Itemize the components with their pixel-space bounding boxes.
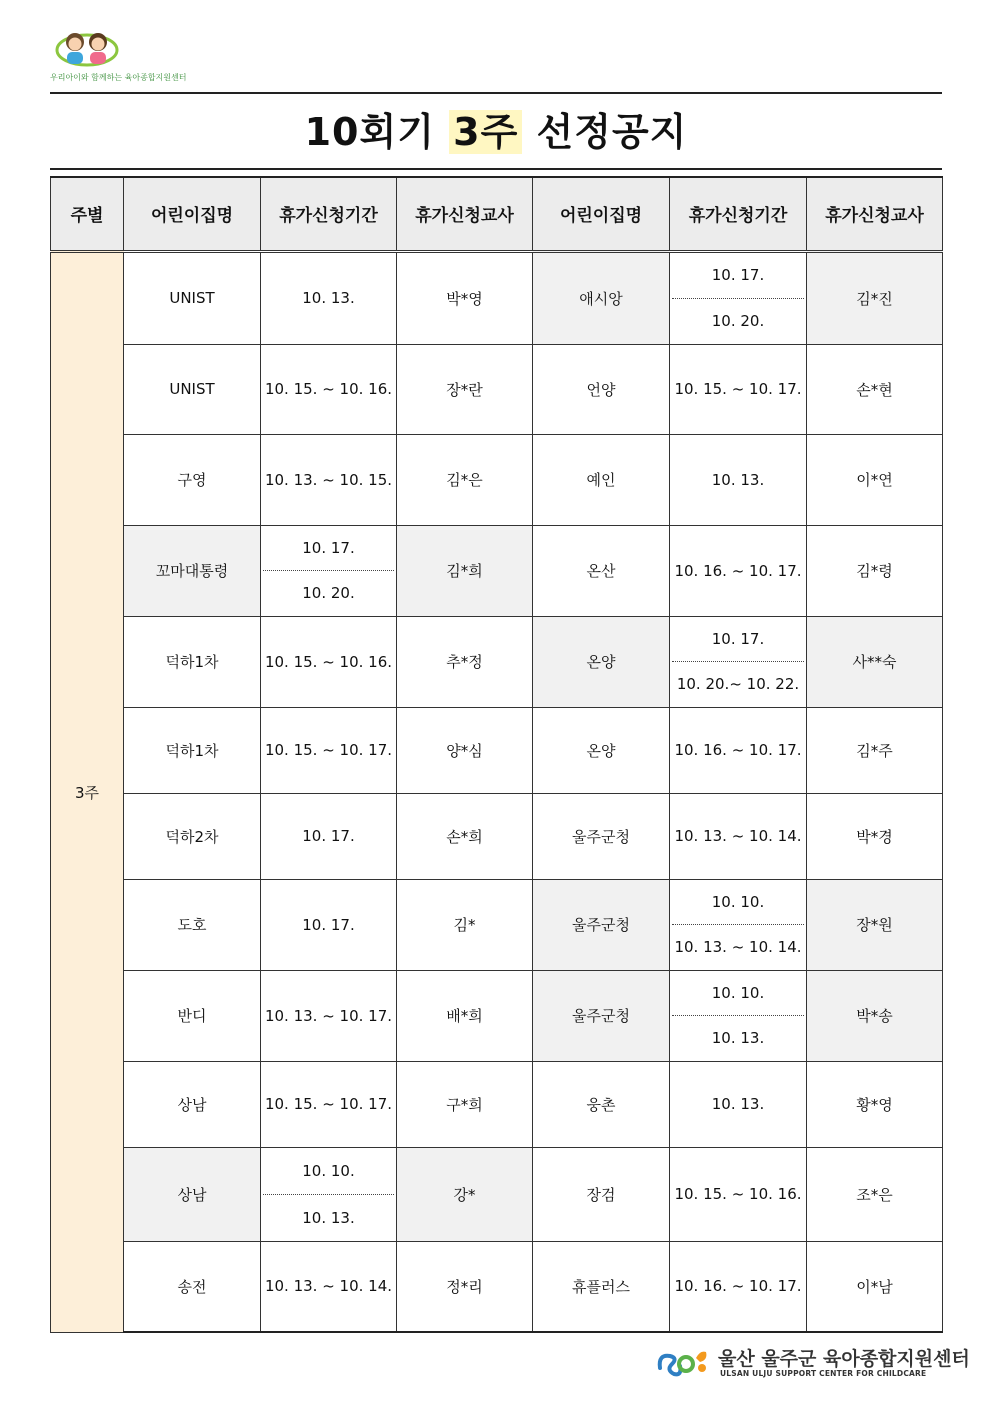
center-logo bbox=[50, 26, 187, 90]
table-row bbox=[51, 707, 943, 793]
daycare-name-right: 울주군청 bbox=[533, 793, 670, 879]
leave-period-left: 10. 15. ~ 10. 17. bbox=[261, 1061, 397, 1147]
leave-period-right: 10. 13. ~ 10. 14. bbox=[670, 793, 807, 879]
daycare-name-right: 장검 bbox=[533, 1147, 670, 1241]
teacher-name-left: 양*심 bbox=[397, 707, 533, 793]
table-row bbox=[51, 1061, 943, 1147]
center-symbol-icon bbox=[656, 1344, 710, 1378]
title-rule bbox=[50, 168, 942, 170]
daycare-name-right: 예인 bbox=[533, 434, 670, 525]
daycare-name-left: 덕하2차 bbox=[124, 793, 261, 879]
leave-period-left: 10. 13. ~ 10. 15. bbox=[261, 434, 397, 525]
footer-org-name-en: ULSAN ULJU SUPPORT CENTER FOR CHILDCARE bbox=[720, 1369, 927, 1378]
leave-period-line: 10. 20.~ 10. 22. bbox=[676, 675, 800, 693]
leave-period-line: 10. 17. bbox=[672, 253, 804, 299]
daycare-name-right: 울주군청 bbox=[533, 879, 670, 970]
teacher-name-right: 조*은 bbox=[807, 1147, 943, 1241]
teacher-name-right: 김*령 bbox=[807, 525, 943, 616]
teacher-name-left: 강* bbox=[397, 1147, 533, 1241]
teacher-name-left: 손*희 bbox=[397, 793, 533, 879]
teacher-name-left: 김*은 bbox=[397, 434, 533, 525]
leave-period-line: 10. 10. bbox=[263, 1148, 394, 1195]
table-row bbox=[51, 344, 943, 434]
leave-period-left: 10. 15. ~ 10. 17. bbox=[261, 707, 397, 793]
teacher-name-left: 추*정 bbox=[397, 616, 533, 707]
leave-period-right bbox=[670, 251, 807, 344]
teacher-name-right: 장*원 bbox=[807, 879, 943, 970]
header-teacher-left: 휴가신청교사 bbox=[397, 177, 533, 251]
leave-period-line: 10. 20. bbox=[711, 312, 765, 330]
leave-period-right: 10. 13. bbox=[670, 434, 807, 525]
leave-period-line: 10. 13. bbox=[711, 1029, 765, 1047]
daycare-name-right: 휴플러스 bbox=[533, 1241, 670, 1332]
table-row bbox=[51, 1147, 943, 1241]
daycare-name-left: 덕하1차 bbox=[124, 616, 261, 707]
daycare-name-right: 온양 bbox=[533, 616, 670, 707]
table-row bbox=[51, 1241, 943, 1332]
daycare-name-left: 송전 bbox=[124, 1241, 261, 1332]
leave-period-right: 10. 16. ~ 10. 17. bbox=[670, 1241, 807, 1332]
leave-period-left: 10. 17. bbox=[261, 879, 397, 970]
daycare-name-right: 온산 bbox=[533, 525, 670, 616]
leave-period-line: 10. 20. bbox=[302, 584, 355, 602]
leave-period-left: 10. 13. bbox=[261, 251, 397, 344]
daycare-name-right: 웅촌 bbox=[533, 1061, 670, 1147]
teacher-name-left: 정*리 bbox=[397, 1241, 533, 1332]
header-daycare-right: 어린이집명 bbox=[533, 177, 670, 251]
teacher-name-right: 이*연 bbox=[807, 434, 943, 525]
table-row bbox=[51, 970, 943, 1061]
page-title bbox=[50, 104, 942, 160]
leave-period-right bbox=[670, 616, 807, 707]
daycare-name-left: 꼬마대통령 bbox=[124, 525, 261, 616]
header-week: 주별 bbox=[51, 177, 124, 251]
teacher-name-right: 박*송 bbox=[807, 970, 943, 1061]
week-cell: 3주 bbox=[51, 251, 124, 1332]
teacher-name-right: 김*진 bbox=[807, 251, 943, 344]
daycare-name-left: 반디 bbox=[124, 970, 261, 1061]
header-period-left: 휴가신청기간 bbox=[261, 177, 397, 251]
leave-period-left: 10. 15. ~ 10. 16. bbox=[261, 344, 397, 434]
teacher-name-right: 이*남 bbox=[807, 1241, 943, 1332]
table-header-row bbox=[51, 177, 943, 251]
leave-period-left: 10. 15. ~ 10. 16. bbox=[261, 616, 397, 707]
leave-period-line: 10. 17. bbox=[672, 617, 804, 662]
leave-period-line: 10. 13. ~ 10. 14. bbox=[674, 938, 802, 956]
table-row bbox=[51, 793, 943, 879]
teacher-name-left: 박*영 bbox=[397, 251, 533, 344]
leave-period-right: 10. 16. ~ 10. 17. bbox=[670, 707, 807, 793]
teacher-name-left: 김*희 bbox=[397, 525, 533, 616]
logo-slogan: 우리아이와 함께하는 육아종합지원센터 bbox=[50, 73, 187, 82]
leave-period-left bbox=[261, 1147, 397, 1241]
footer-logo bbox=[656, 1342, 970, 1382]
table-row bbox=[51, 251, 943, 344]
leave-period-left: 10. 13. ~ 10. 14. bbox=[261, 1241, 397, 1332]
daycare-name-left: 상남 bbox=[124, 1061, 261, 1147]
leave-period-right: 10. 16. ~ 10. 17. bbox=[670, 525, 807, 616]
daycare-name-right: 울주군청 bbox=[533, 970, 670, 1061]
daycare-name-left: 덕하1차 bbox=[124, 707, 261, 793]
leave-period-line: 10. 10. bbox=[672, 880, 804, 925]
header-daycare-left: 어린이집명 bbox=[124, 177, 261, 251]
leave-period-right: 10. 15. ~ 10. 16. bbox=[670, 1147, 807, 1241]
header-teacher-right: 휴가신청교사 bbox=[807, 177, 943, 251]
leave-period-line: 10. 10. bbox=[672, 971, 804, 1016]
leave-period-right: 10. 15. ~ 10. 17. bbox=[670, 344, 807, 434]
leave-period-left: 10. 17. bbox=[261, 793, 397, 879]
leave-period-right bbox=[670, 879, 807, 970]
teacher-name-left: 장*란 bbox=[397, 344, 533, 434]
teacher-name-right: 사**숙 bbox=[807, 616, 943, 707]
header-period-right: 휴가신청기간 bbox=[670, 177, 807, 251]
table-row bbox=[51, 434, 943, 525]
daycare-name-left: UNIST bbox=[124, 251, 261, 344]
teacher-name-left: 김* bbox=[397, 879, 533, 970]
top-rule bbox=[50, 92, 942, 94]
daycare-name-left: 구영 bbox=[124, 434, 261, 525]
daycare-name-right: 온양 bbox=[533, 707, 670, 793]
table-row bbox=[51, 616, 943, 707]
daycare-name-left: 상남 bbox=[124, 1147, 261, 1241]
daycare-name-left: 도호 bbox=[124, 879, 261, 970]
daycare-name-right: 애시앙 bbox=[533, 251, 670, 344]
teacher-name-left: 구*희 bbox=[397, 1061, 533, 1147]
footer-org-name: 울산 울주군 육아종합지원센터 bbox=[718, 1348, 970, 1370]
table-row bbox=[51, 525, 943, 616]
teacher-name-right: 황*영 bbox=[807, 1061, 943, 1147]
teacher-name-right: 박*경 bbox=[807, 793, 943, 879]
title-prefix: 10회기 bbox=[304, 110, 435, 154]
leave-period-right bbox=[670, 970, 807, 1061]
title-week-highlight: 3주 bbox=[449, 110, 522, 154]
daycare-name-right: 언양 bbox=[533, 344, 670, 434]
teacher-name-right: 김*주 bbox=[807, 707, 943, 793]
two-children-logo-icon bbox=[54, 28, 120, 68]
leave-period-line: 10. 13. bbox=[302, 1208, 355, 1227]
leave-period-left: 10. 13. ~ 10. 17. bbox=[261, 970, 397, 1061]
leave-period-right: 10. 13. bbox=[670, 1061, 807, 1147]
leave-period-left bbox=[261, 525, 397, 616]
teacher-name-right: 손*현 bbox=[807, 344, 943, 434]
schedule-table bbox=[50, 176, 943, 1333]
table-row bbox=[51, 879, 943, 970]
title-suffix: 선정공지 bbox=[536, 110, 688, 154]
leave-period-line: 10. 17. bbox=[263, 526, 394, 571]
daycare-name-left: UNIST bbox=[124, 344, 261, 434]
teacher-name-left: 배*희 bbox=[397, 970, 533, 1061]
